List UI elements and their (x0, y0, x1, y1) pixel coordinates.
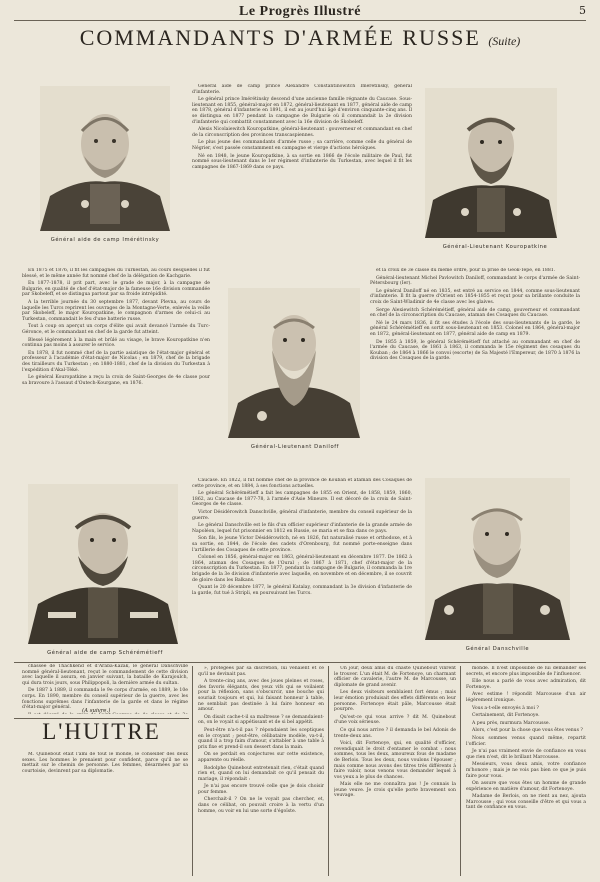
text-mid-right: et la croix de 3e classe du même ordre, pour la prise de Géok-Tépé, en 1881. Général-lieutenant Michel Pavlowitch Daniloff, commandant le corps d'armée de Saint-Pétersbourg (Ier). Le général Daniloff né en 1835, est entré au service en 1844, comme sous-lieutenant d'infanterie. Il fit la guerre d'Orient en 1854-1855 et reçut pour sa brillante conduite la croix de Saint-Wladimir de 4e classe avec les glaives. Serge Alexiewitch Schérémétieff, général aide de camp, gouverneur et commandant en chef de la circonscription du Caucase, ataman des Cosaques du Caucase. Né le 24 mars 1836, il fit ses études à l'école des sous-lieutenants de la garde, le général Schérémétieff en sortit sous-lieutenant en 1853. Colonel en 1864, général-major en 1872, général-lieutenant en 1877, général aide de camp en 1879. De 1855 à 1859, le général Schérémétieff fut attaché au commandant en chef de l'armée du Caucase, de 1861 à 1863, il commanda le 15e régiment des cosaques du Kouban ; de 1864 à 1866 le convoi (escorte) de Sa Majesté l'Empereur, de 1870 à 1876 la division des Cosaques de la garde. (370, 268, 580, 362)
article-title-text: COMMANDANTS D'ARMÉE RUSSE (79, 25, 481, 50)
column-rule-2 (328, 666, 329, 876)
portrait-kouropatkine (425, 88, 557, 238)
a-suivre: (A suivre.) (82, 708, 111, 714)
portrait-scheremetieff (28, 484, 178, 644)
portrait-imeretinsky (40, 86, 170, 231)
portrait-danschville (425, 478, 570, 640)
caption-p5: Général Danschville (465, 646, 530, 652)
caption-p4: Général aide de camp Schérémétieff (47, 650, 163, 656)
caption-p1: Général aide de camp Imérétinsky (50, 237, 160, 243)
engraved-portrait-icon (40, 86, 170, 231)
text-mid-left: En 1875 et 1876, il fit les campagnes du Turkestan, au cours desquelles il fut blessé, et le même année fut nommé chef de la délégation de Kachgarie. En 1877-1878, il prit part, avec le grade de major, à la campagne de Bulgarie, en qualité de chef d'état-major de la fameuse 16e division commandée par Skobeleff, et se distingua partout par sa froide intrépidité. A la terrible journée du 30 septembre 1877, devant Plevna, au cours de laquelle les Turcs reprirent les ouvrages de la Montagne-Verte, enlevés la veille par Skobeleff, le major Kouropatkine, le compagnon d'armes de celui-ci au Turkestan, commandait le feu d'une batterie russe. Tout à coup on aperçut un corps d'élite qui avait devancé l'armée du Turc-Géronce, et le commandant en chef de la garde fut atteint. Blessé légèrement à la main et brûlé au visage, le brave Kouropatkine n'en continua pas moins à assurer le service. En 1878, il fut nommé chef de la partie asiatique de l'état-major général et professeur à l'académie d'état-major de Nicolas ; en 1879, chef de la brigade des tirailleurs du Turkestan ; en 1880-1881, chef de la division du Turkestan à l'expédition d'Akal-Tèké. Le général Kouropatkine a reçu la croix de Saint-Georges de 4e classe pour sa bravoure à l'assaut d'Outech-Kourgane, en 1876. (22, 268, 210, 386)
column-rule-1 (192, 666, 193, 876)
journal-title: Le Progrès Illustré (239, 4, 361, 19)
section-divider (14, 662, 586, 663)
text-lower-center: Caucase. En 1822, il fut nommé chef de la province de Kouban et ataman des Cosaques de cette province, et en 1884, à ses fonctions actuelles. Le général Schérémétieff a fait les campagnes de 1855 en Orient, de 1858, 1859, 1860, 1862, au Caucase de 1877-78, à l'armée d'Asie Mineure. Il est décoré de la croix de Saint-Georges de 4e classe. Victor Désidérowitch Danschville, général d'infanterie, membre du conseil supérieur de la guerre. Le général Danschville est le fils d'un officier supérieur d'infanterie de la grande armée de Napoléon, lequel fut prisonnier en 1812 en Russie, se maria et se fixa dans ce pays. Son fils, le jeune Victor Désidérowitch, né en 1826, fut naturalisé russe et orthodoxe, et à sa sortie, en 1844, de l'école des cadets d'Orenbourg, fut nommé porte-enseigne dans l'artillerie des Cosaques de cette province. Colonel en 1856, général-major en 1863, général-lieutenant en décembre 1877. De 1862 à 1864, ataman des Cosaques de l'Oural ; de 1867 à 1871, chef d'état-major de la circonscription du Turkestan. En 1877, pendant la campagne de Bulgarie, il commanda la 1re brigade de la 3e division d'infanterie avec laquelle, en novembre et en décembre, il se couvrit de gloire dans les Balkans. Quant le 20 décembre 1877, le général Katalay, commandant la 3e division d'infanterie de la garde, fut tué à Stripli, en poursuivant les Turcs. (192, 478, 412, 596)
caption-p2: Général-Lieutenant Kouropatkine (442, 244, 548, 250)
engraved-portrait-icon (425, 88, 557, 238)
article-title (0, 25, 600, 51)
story-title: L'HUITRE (14, 718, 189, 747)
text-bottom-left: chassée de Thachkend et d'Araba-Kazak, le général Danschville nommé général-lieutenant, reçut le commandement de cette division avec laquelle il assura, en janvier suivant, la bataille de Karajoulch, qui dura trois jours, sous Philippopoli, la dernière armée du sultan. De 1887 à 1889, il commanda le 9e corps d'armée, en 1889, le 10e corps. En 1890, membre du conseil supérieur de la guerre, avec les fonctions suprêmes dans l'infanterie de la garde et dans le régime d'état-major général. (22, 664, 188, 711)
article-title-suffix: (Suite) (488, 34, 521, 48)
text-huitre-intro: M. Quinebout était l'ami de tout le monde, le conseiller des deux sexes. Les hommes le prenaient pour confident, parce qu'il ne se mettait sur le chemin de personne. Les femmes, désarmées par sa courtoisie, devinrent par sa diplomatie. (22, 752, 188, 774)
text-bottom-mid2: Un jour, deux amis du chaste Quinebout vinrent le trouver. L'un était M. de Fortenoye, un charmant officier de cavalerie, l'autre M. de Marcousse, un diplomate de grand avenir. Les deux visiteurs semblaient fort émus ; mais leur émotion produisait des effets différents en leur personne. Fortenoye était pâle, Marcousse était pourpre. Qu'est-ce qui vous arrive ? dit M. Quinebout d'une voix sérieuse. Ce qui nous arrive ? il demanda le bel Adonis de trente-deux ans. Voici, dit Fortenoye, qui, en qualité d'officier, revendiquait le droit d'entamer le combat : nous sommes, tous les deux, amoureux fous de madame de Berlois. Tous les deux, nous voulons l'épouser ; mais comme nous avons des titres très différents à faire valoir, nous venons vous demander lequel à vos yeux a le plus de chances. Mais elle ne me connaîtra pas ! Je connais la jeune veuve. Je crois qu'elle porte bravement son veuvage. (334, 666, 456, 799)
engraved-portrait-icon (425, 478, 570, 640)
column-rule-3 (460, 666, 461, 876)
caption-p3: Général-Lieutenant Daniloff (250, 444, 340, 450)
portrait-daniloff (228, 288, 360, 438)
page-number: 5 (579, 4, 586, 17)
engraved-portrait-icon (28, 484, 178, 644)
page-header (14, 2, 586, 21)
text-bottom-mid: », protégées par sa discrétion, lui venaient et ce qu'il ne devinait pas. A trente-cinq ans, avec des joues pleines et roses, des favoris élégants, des yeux vifs qui se voilaient pour la réflexion, sans s'obscurcir, une bouche qui souriait toujours et qui, lui faisant honneur à table, ne semblait pas destinée à lui faire honneur en amour. On disait cache-t-il sa maîtresse ? se demandaient-on, on le voyait si appétissant et de si bel appétit. Peut-être n'a-t-il pas ? répondaient les sceptiques en le croyant ; peut-être, célibataire modèle, va-t-il, quand il a trop faim d'amour, s'attabler à une table à prix fixe et prend-il son dessert dans la main. On se perdait en conjectures sur cette existence, apparente ou réelle. Rodolphe Quinebout entretenait rien, c'était quand rien et, quand on lui demandait ce qu'il pensait du mariage, il répondait : Je n'ai pas encore trouvé celle que je dois choisir pour femme. Cherchait-il ? On ne le voyait pas chercher, et, dans ce célibat, on pouvait croire à la vertu d'un homme, ou voir en lui une sorte d'égoïste. (198, 666, 324, 814)
text-bottom-right: monde. Il n'est impossible de lui demander ses secrets, et encore plus impossible de l'influencer. Elle nous a parlé de vous avec admiration, dit Fortenoye. Avec estime ! répondit Marcousse d'un air légèrement ironique. Vous a-t-elle envoyés à moi ? Certainement, dit Fortenoye. A peu près, murmura Marcousse. Alors, c'est pour la chose que vous êtes venus ? Nous sommes venus quand même, repartit l'officier. Je n'ai pas vraiment envie de confiance en vous que rien n'est, dit le brillant Marcousse. Messieurs, vous deux amis, votre confiance m'honore ; mais je ne vois pas bien ce que je puis faire pour vous. On assure que vous êtes un homme de grande expérience en matière d'amour, dit Fortenoye. Madame de Berlois, on ne rient au nez, ajouta Marcousse ; qui vous conseille d'être et qui vous a tant de confiance en vous. (466, 666, 586, 811)
text-top-center: Général aide de camp prince Alexandre Constantinowitch Imérétinsky, général d'infanterie. Le général prince Imérétinsky descend d'une ancienne famille régnante du Caucase. Sous-lieutenant en 1855, général-major en 1872, général-lieutenant en 1877, général aide de camp en 1878, général d'infanterie en 1891, il est au jourd'hui âgé d'environ cinquante-cinq ans. Il se distingua en 1877 pendant la campagne de Bulgarie où il commandait la 2e division d'infanterie qui combattit constamment avec la 16e division de Skobeleff. Alexis Nicolaiewitch Kouropatkine, général-lieutenant : gouverneur et commandant en chef de la circonscription des provinces transcaspiennes. Le plus jeune des commandants d'armée russe ; sa carrière, comme celle du général de Négrier, s'est passée constamment en campagne et vierge d'actions héroïques. Né en 1848, le jeune Kouropatkine, à sa sortie en 1866 de l'école militaire de Paul, fut nommé sous-lieutenant dans le 1er régiment d'infanterie du Turkestan, avec lequel il fit les campagnes de 1867-1869 dans ce pays. (192, 84, 412, 170)
engraved-portrait-icon (228, 288, 360, 438)
